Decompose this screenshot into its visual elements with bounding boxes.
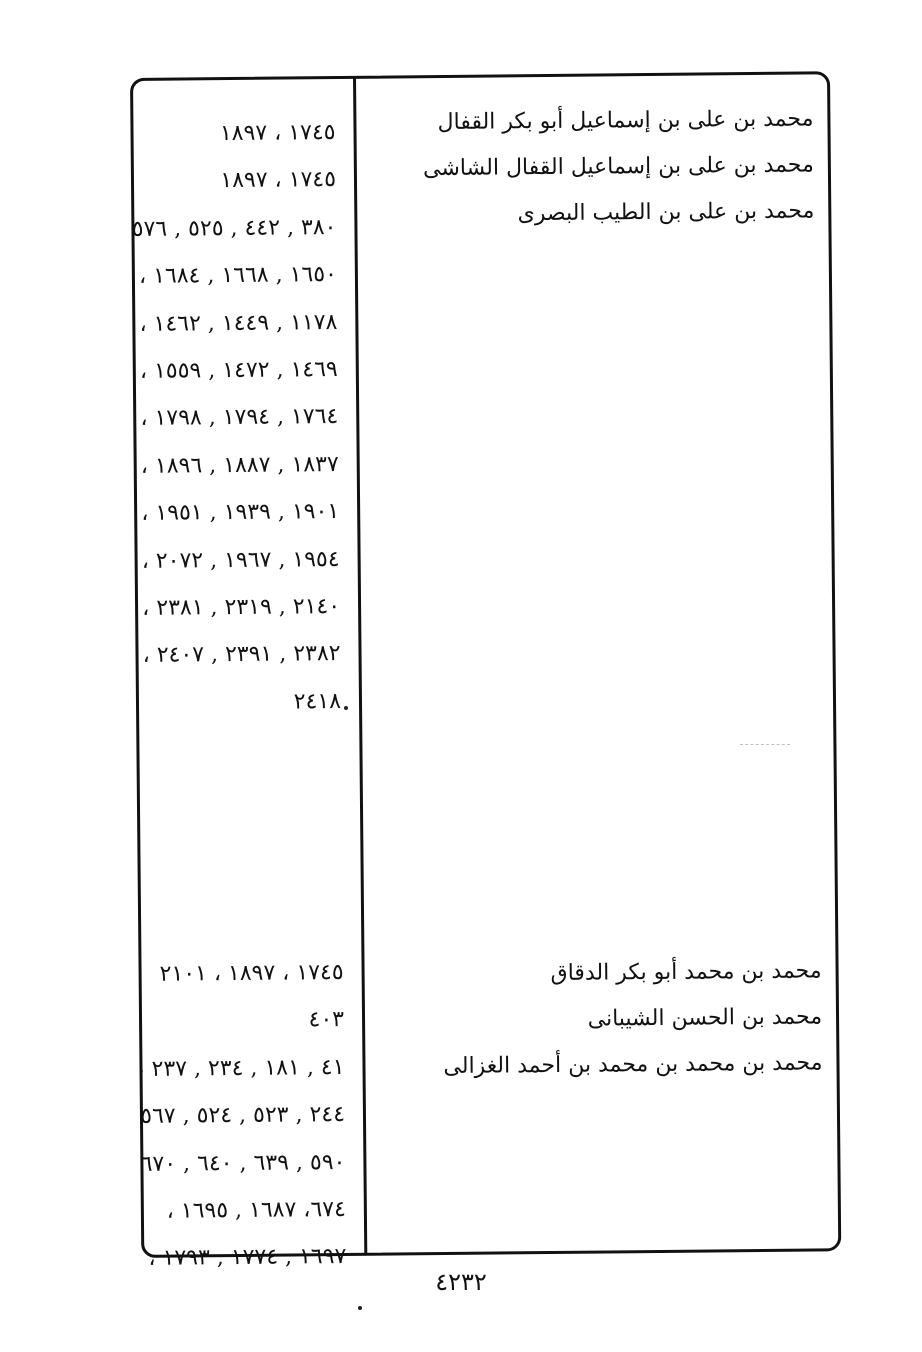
page-refs-line: ١٩٥٤ , ١٩٦٧ , ٢٠٧٢ ، bbox=[141, 546, 340, 574]
name-entries-group-2 bbox=[367, 948, 822, 1090]
scan-speck bbox=[740, 744, 790, 747]
page-refs-line: ٢٤٤ , ٥٢٣ , ٥٢٤ , ٥٦٧ bbox=[140, 1102, 346, 1130]
page-refs-line: ١٧٤٥ ، ١٨٩٧ ، ٢١٠١ bbox=[159, 959, 344, 987]
name-entry: محمد بن محمد بن محمد بن أحمد الغزالى bbox=[443, 1050, 823, 1080]
name-entry: محمد بن الحسن الشيبانى bbox=[587, 1004, 823, 1032]
page-refs-line: ٥٩٠ , ٦٣٩ , ٦٤٠ , ٦٧٠ bbox=[140, 1149, 346, 1177]
name-entries-group-1 bbox=[359, 96, 814, 238]
name-entry: محمد بن على بن الطيب البصرى bbox=[517, 198, 815, 227]
page-refs-line: ١١٧٨ , ١٤٤٩ , ١٤٦٢ ، bbox=[139, 309, 338, 337]
page-refs-line: ١٧٤٥ ، ١٨٩٧ bbox=[220, 167, 337, 194]
name-entry: محمد بن على بن إسماعيل القفال الشاشى bbox=[422, 152, 814, 182]
page-refs-line: ٢٤١٨ bbox=[293, 688, 342, 715]
scan-speck bbox=[344, 706, 348, 710]
page-refs-line: ١٩٠١ , ١٩٣٩ , ١٩٥١ ، bbox=[141, 499, 340, 527]
name-entry: محمد بن محمد أبو بكر الدقاق bbox=[550, 958, 822, 987]
page-refs-line: ١٤٦٩ , ١٤٧٢ , ١٥٥٩ ، bbox=[139, 356, 338, 384]
page-refs-group-2 bbox=[137, 949, 354, 1283]
page-refs-group-1 bbox=[133, 109, 349, 727]
page-refs-line: ١٧٤٥ ، ١٨٩٧ bbox=[219, 120, 336, 147]
page-refs-line: ١٧٦٤ , ١٧٩٤ , ١٧٩٨ ، bbox=[140, 404, 339, 432]
page-refs-line: ١٦٥٠ , ١٦٦٨ , ١٦٨٤ ، bbox=[138, 262, 338, 290]
index-table bbox=[130, 71, 841, 1272]
page-refs-line: ٢١٤٠ , ٢٣١٩ , ٢٣٨١ ، bbox=[142, 593, 341, 621]
name-entry: محمد بن على بن إسماعيل أبو بكر القفال bbox=[437, 106, 814, 136]
page-refs-line: ٣٨٠ , ٤٤٢ , ٥٢٥ , ٥٧٦ bbox=[131, 214, 337, 242]
page-refs-line: ٢٣٨٢ , ٢٣٩١ , ٢٤٠٧ ، bbox=[142, 641, 341, 669]
names-column bbox=[359, 96, 824, 1252]
page-number: ٤٢٣٢ bbox=[435, 1268, 487, 1296]
page-refs-line: ١٦٩٧ , ١٧٧٤ , ١٧٩٣ ، bbox=[148, 1244, 347, 1272]
page-refs-line: ١٨٣٧ , ١٨٨٧ , ١٨٩٦ ، bbox=[140, 451, 339, 479]
scan-speck bbox=[358, 1306, 362, 1310]
page-refs-line: ٤١ , ١٨١ , ٢٣٤ , ٢٣٧ ، bbox=[137, 1054, 345, 1082]
page-references-column bbox=[131, 109, 354, 1272]
page-refs-line: ٤٠٣ bbox=[308, 1007, 345, 1033]
page-refs-line: ٦٧٤، ١٦٨٧ , ١٦٩٥ ، bbox=[166, 1196, 346, 1224]
